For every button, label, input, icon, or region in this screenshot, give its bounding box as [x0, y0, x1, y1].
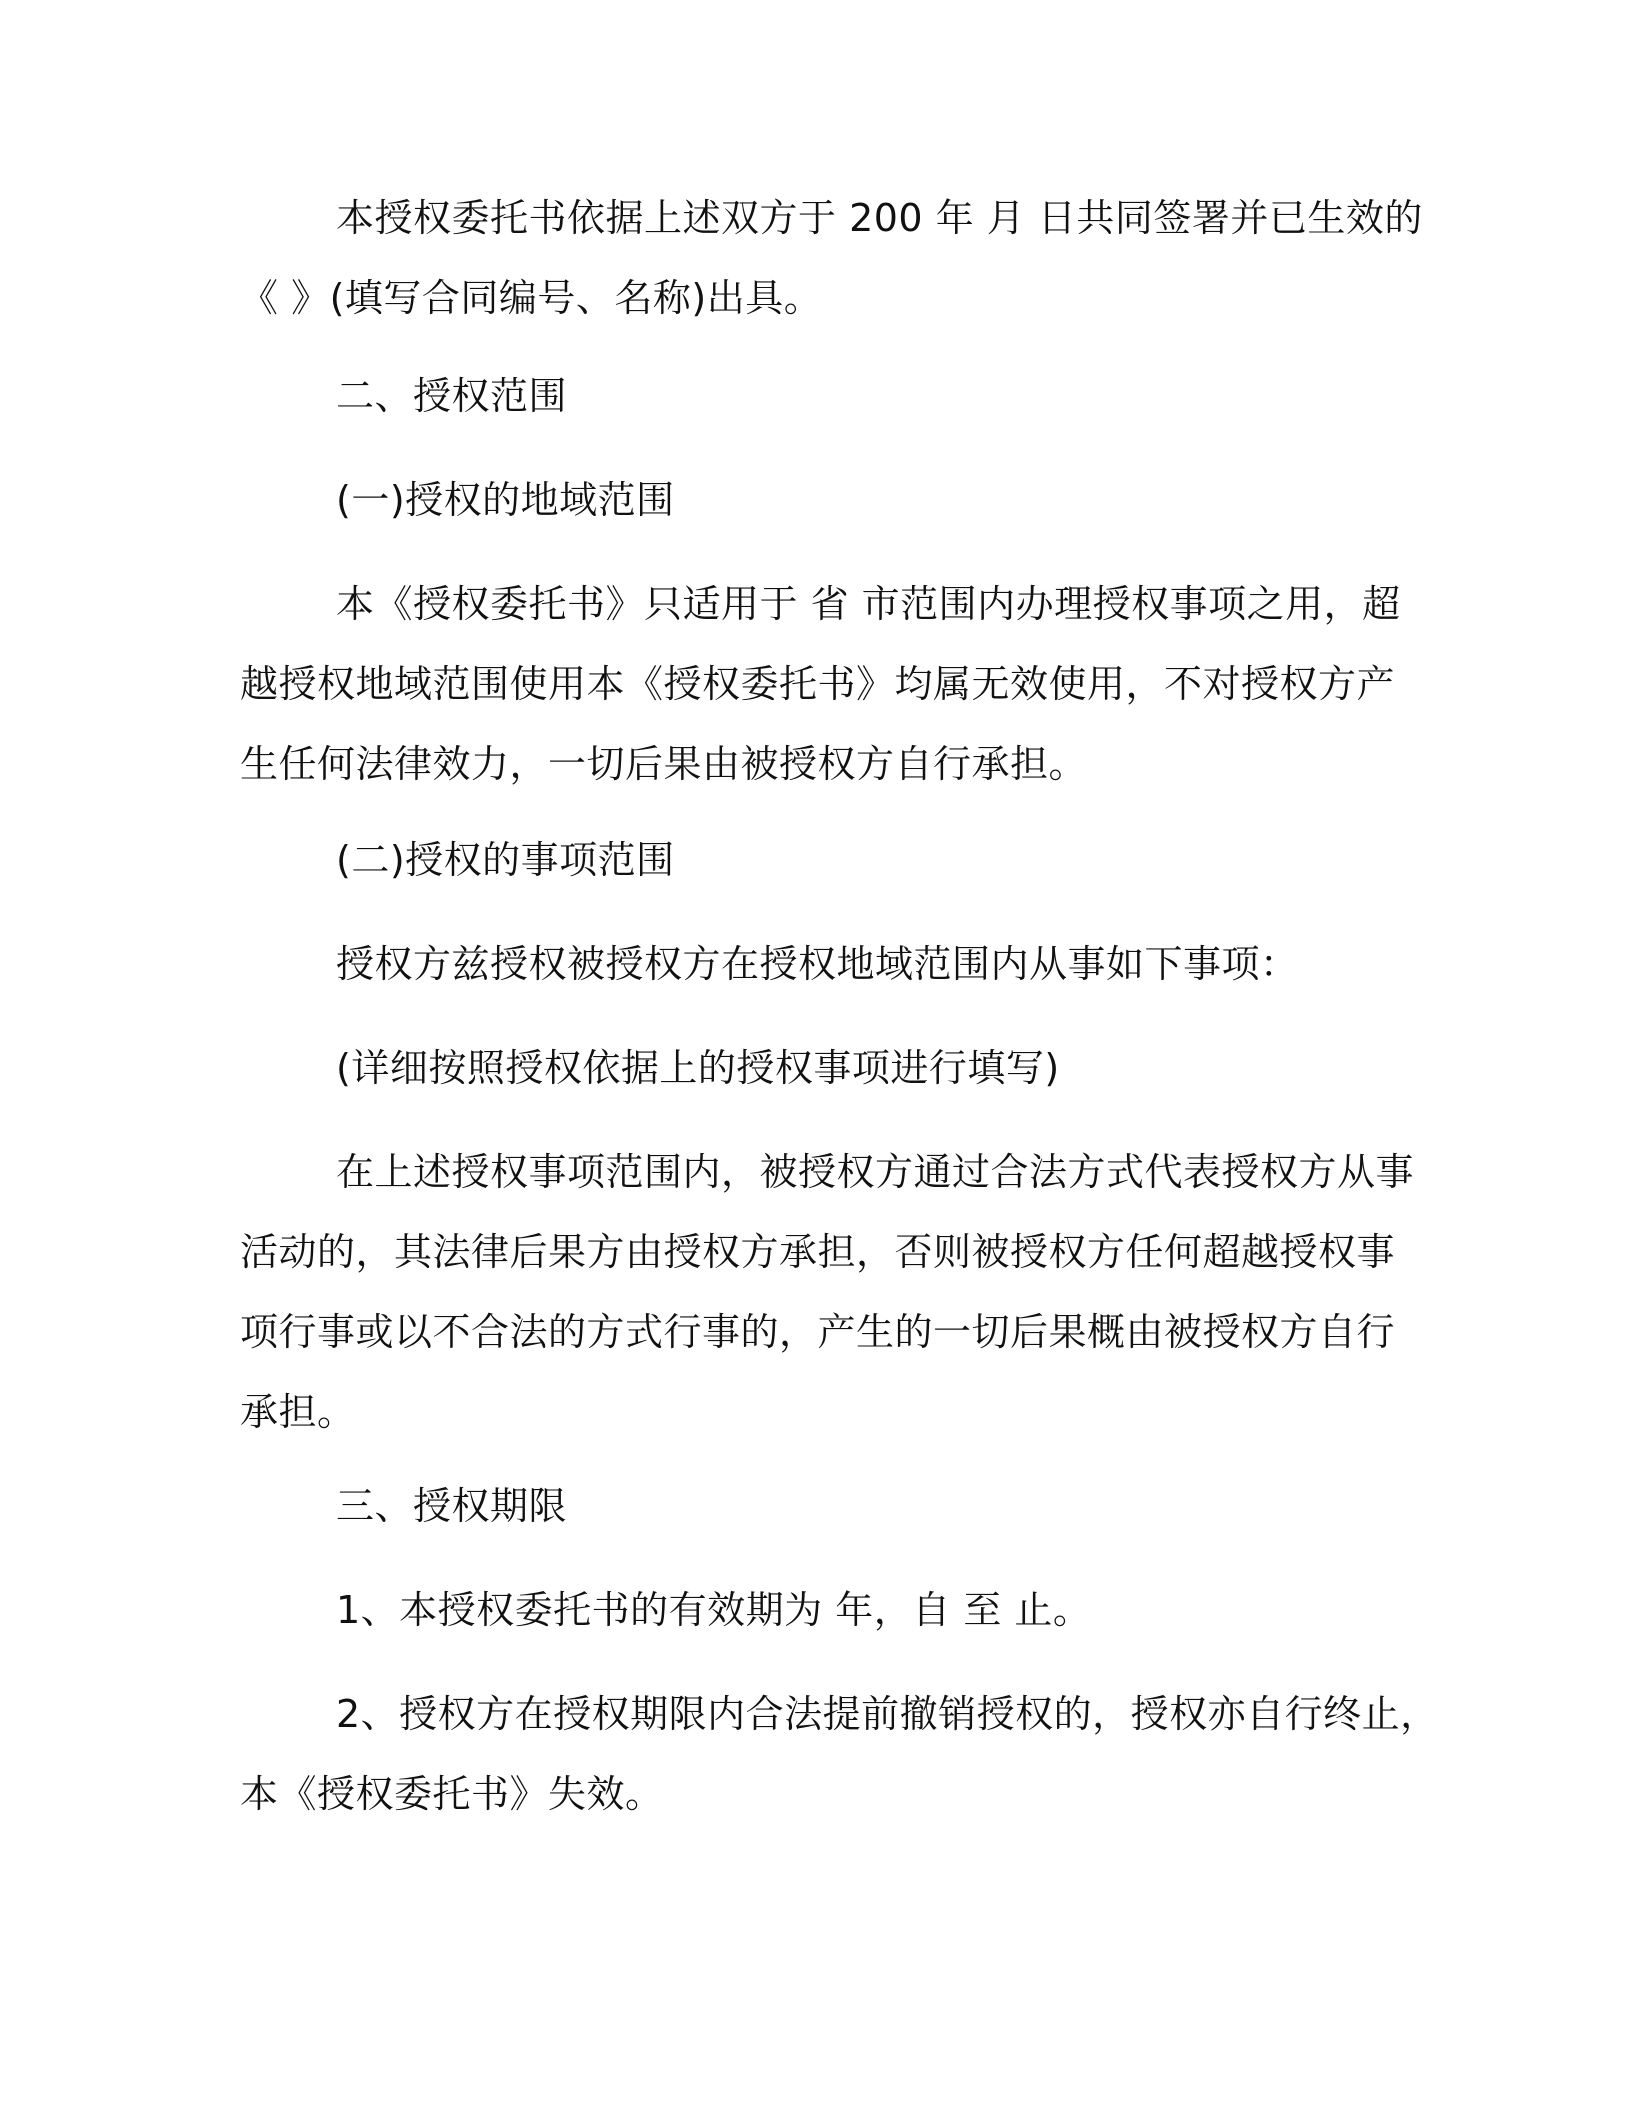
paragraph-legal-consequences [240, 1132, 1415, 1452]
text-line: 活动的，其法律后果方由授权方承担，否则被授权方任何超越授权事 [240, 1230, 1396, 1274]
text-line: (二)授权的事项范围 [336, 838, 675, 882]
text-line: 越授权地域范围使用本《授权委托书》均属无效使用，不对授权方产 [240, 662, 1396, 706]
text-line: 项行事或以不合法的方式行事的，产生的一切后果概由被授权方自行 [240, 1310, 1396, 1354]
paragraph-fill-instruction [240, 1028, 1400, 1108]
section-heading-term [240, 1466, 1400, 1546]
text-line: (详细按照授权依据上的授权事项进行填写) [336, 1046, 1060, 1090]
subheading-matter-scope [240, 820, 1400, 900]
text-line: 本《授权委托书》只适用于 省 市范围内办理授权事项之用，超 [336, 582, 1401, 626]
text-line: 三、授权期限 [336, 1484, 568, 1528]
text-line: 二、授权范围 [336, 374, 568, 418]
text-line: 2、授权方在授权期限内合法提前撤销授权的，授权亦自行终止， [336, 1692, 1439, 1736]
text-line: 本授权委托书依据上述双方于 200 年 月 日共同签署并已生效的 [336, 196, 1423, 240]
paragraph-authorized-matters [240, 924, 1400, 1004]
text-line: (一)授权的地域范围 [336, 478, 675, 522]
paragraph-term-validity [240, 1570, 1400, 1650]
paragraph-basis [240, 178, 1423, 338]
paragraph-term-revocation [240, 1674, 1439, 1834]
section-heading-scope [240, 356, 1400, 436]
text-line: 1、本授权委托书的有效期为 年，自 至 止。 [336, 1588, 1092, 1632]
text-line: 生任何法律效力，一切后果由被授权方自行承担。 [240, 742, 1088, 786]
text-line: 承担。 [240, 1390, 356, 1434]
text-line: 在上述授权事项范围内，被授权方通过合法方式代表授权方从事 [336, 1150, 1415, 1194]
text-line: 授权方兹授权被授权方在授权地域范围内从事如下事项： [336, 942, 1299, 986]
text-line: 本《授权委托书》失效。 [240, 1772, 664, 1816]
paragraph-regional-scope [240, 564, 1400, 804]
text-line: 《 》(填写合同编号、名称)出具。 [240, 276, 823, 320]
subheading-regional-scope [240, 460, 1400, 540]
